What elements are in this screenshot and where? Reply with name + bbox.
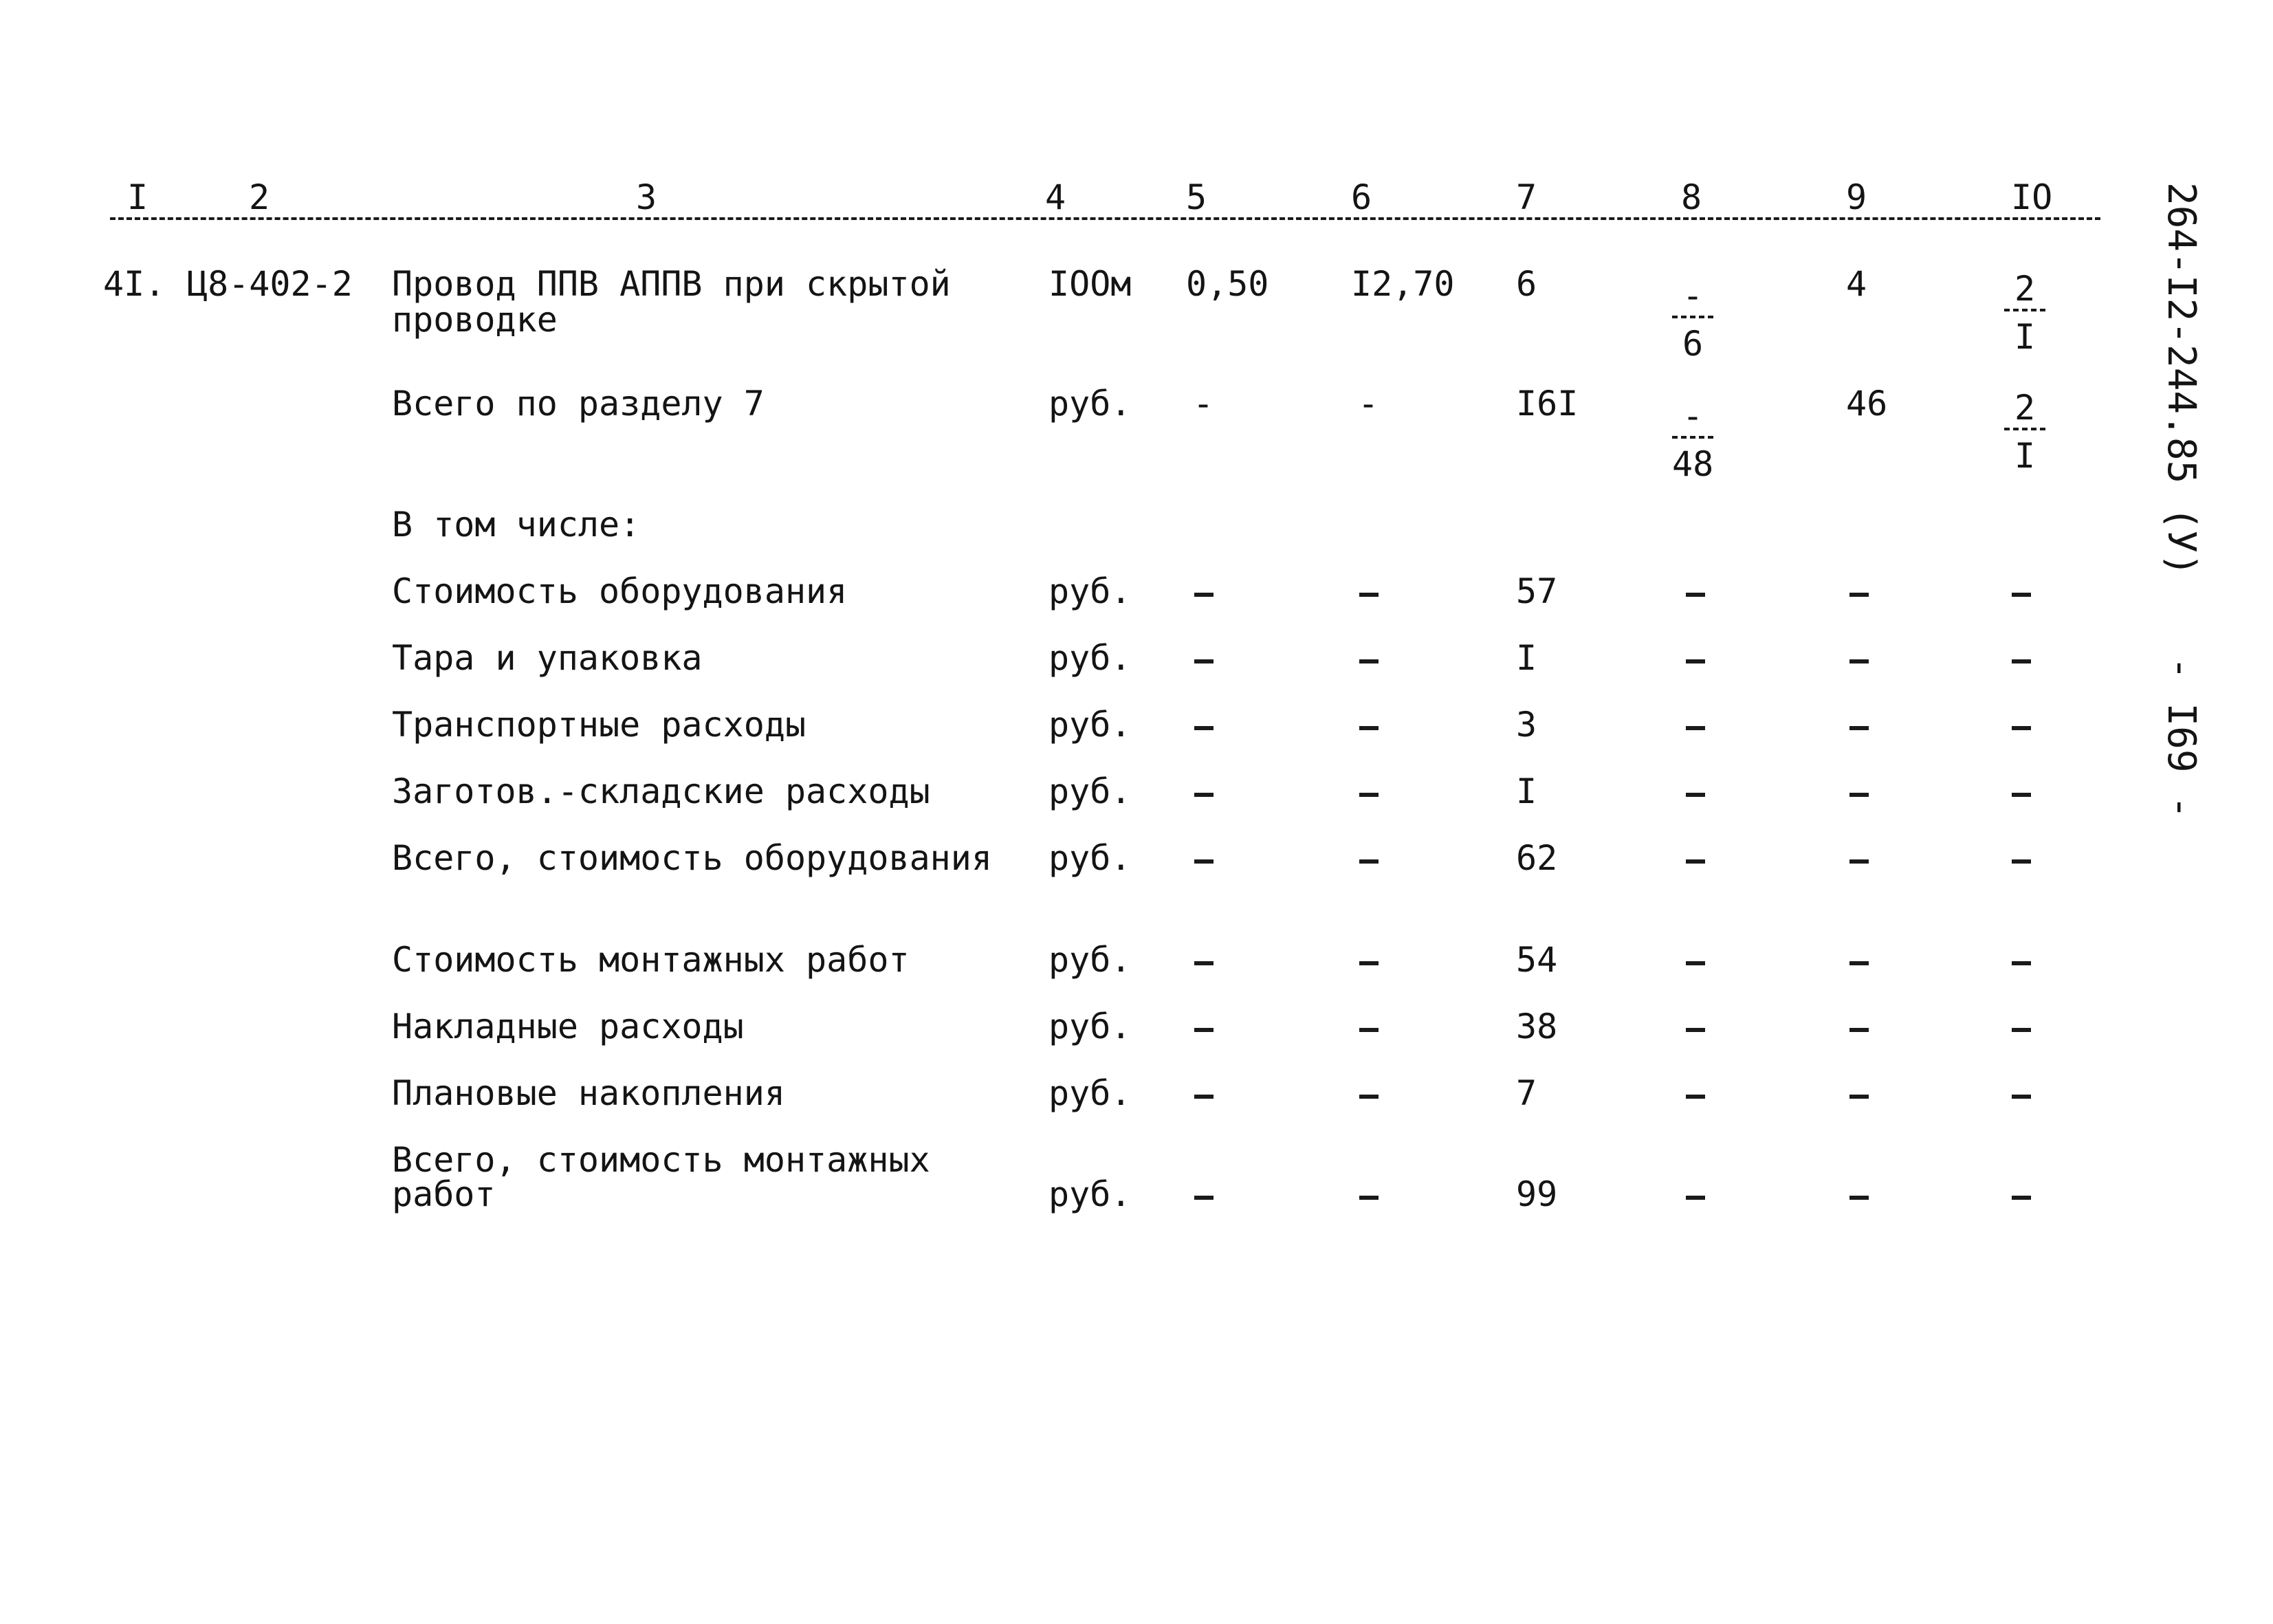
total-col10-top: 2 xyxy=(2004,391,2045,430)
final-name-line2: работ xyxy=(392,1174,496,1214)
final-col7: 99 xyxy=(1516,1174,1558,1214)
item-col7: 3 xyxy=(1516,705,1537,745)
including-label: В том числе: xyxy=(392,505,641,545)
row-col7: 6 xyxy=(1516,264,1537,304)
item-dash xyxy=(2012,961,2031,965)
item-name: Накладные расходы xyxy=(392,1007,744,1046)
item-dash xyxy=(1686,659,1705,663)
item-col7: 7 xyxy=(1516,1073,1537,1113)
item-unit: руб. xyxy=(1048,638,1132,678)
final-dash xyxy=(1849,1196,1869,1200)
item-dash xyxy=(1686,1095,1705,1099)
row-col10-top: 2 xyxy=(2004,272,2045,311)
col-header-6: 6 xyxy=(1351,177,1372,217)
row-col9: 4 xyxy=(1846,264,1867,304)
col-header-3: 3 xyxy=(636,177,657,217)
item-dash xyxy=(2012,593,2031,597)
item-col7: 38 xyxy=(1516,1007,1558,1046)
item-dash xyxy=(1686,726,1705,730)
col-header-9: 9 xyxy=(1846,177,1867,217)
item-col7: 54 xyxy=(1516,940,1558,980)
total-col8-bottom: 48 xyxy=(1672,444,1714,484)
total-col8-fraction xyxy=(1672,396,1714,484)
total-col9: 46 xyxy=(1846,384,1888,424)
final-dash xyxy=(2012,1196,2031,1200)
row-col8-fraction xyxy=(1672,276,1713,364)
item-dash xyxy=(1194,593,1214,597)
item-unit: руб. xyxy=(1048,771,1132,811)
item-name: Тара и упаковка xyxy=(392,638,703,678)
item-dash xyxy=(1849,1095,1869,1099)
final-dash xyxy=(1359,1196,1379,1200)
col-header-7: 7 xyxy=(1516,177,1537,217)
final-unit: руб. xyxy=(1048,1174,1132,1214)
item-dash xyxy=(1849,726,1869,730)
item-unit: руб. xyxy=(1048,571,1132,611)
row-col5: 0,50 xyxy=(1186,264,1269,304)
total-col8-top: - xyxy=(1672,399,1713,439)
item-col7: I xyxy=(1516,771,1537,811)
row-col8-top: - xyxy=(1672,278,1713,318)
row-col8-bottom: 6 xyxy=(1682,324,1704,364)
item-dash xyxy=(1686,793,1705,797)
item-unit: руб. xyxy=(1048,838,1132,878)
item-dash xyxy=(1359,961,1379,965)
item-dash xyxy=(1194,726,1214,730)
item-dash xyxy=(1849,961,1869,965)
item-dash xyxy=(2012,659,2031,663)
item-unit: руб. xyxy=(1048,1073,1132,1113)
item-dash xyxy=(1849,593,1869,597)
item-dash xyxy=(1849,1028,1869,1032)
page-number: - I69 - xyxy=(2159,657,2204,820)
item-dash xyxy=(2012,793,2031,797)
item-dash xyxy=(1194,859,1214,864)
item-dash xyxy=(2012,1095,2031,1099)
item-dash xyxy=(1686,1028,1705,1032)
row-code: Ц8-402-2 xyxy=(187,264,353,304)
item-dash xyxy=(1359,593,1379,597)
item-dash xyxy=(2012,859,2031,864)
total-col10-fraction xyxy=(2004,388,2045,476)
item-dash xyxy=(1194,793,1214,797)
row-unit: IOOм xyxy=(1048,264,1132,304)
item-dash xyxy=(1359,726,1379,730)
col-header-10: IO xyxy=(2011,177,2053,217)
row-col10-bottom: I xyxy=(2014,317,2036,357)
item-name: Стоимость монтажных работ xyxy=(392,940,910,980)
final-name-line1: Всего, стоимость монтажных xyxy=(392,1140,930,1180)
item-dash xyxy=(1849,859,1869,864)
final-dash xyxy=(1194,1196,1214,1200)
col-header-2: 2 xyxy=(249,177,270,217)
item-col7: 62 xyxy=(1516,838,1558,878)
item-dash xyxy=(1686,859,1705,864)
total-name: Всего по разделу 7 xyxy=(392,384,765,424)
item-dash xyxy=(1849,659,1869,663)
item-name: Транспортные расходы xyxy=(392,705,806,745)
total-col7: I6I xyxy=(1516,384,1579,424)
item-dash xyxy=(1194,1095,1214,1099)
item-col7: I xyxy=(1516,638,1537,678)
total-col6: - xyxy=(1358,384,1379,424)
row-col10-fraction xyxy=(2004,269,2045,357)
item-unit: руб. xyxy=(1048,940,1132,980)
row-name-line1: Провод ППВ АППВ при скрытой xyxy=(392,264,951,304)
item-dash xyxy=(2012,726,2031,730)
item-dash xyxy=(1686,593,1705,597)
item-dash xyxy=(2012,1028,2031,1032)
item-unit: руб. xyxy=(1048,1007,1132,1046)
item-dash xyxy=(1359,1095,1379,1099)
col-header-5: 5 xyxy=(1186,177,1207,217)
row-name-line2: проводке xyxy=(392,300,558,340)
item-name: Всего, стоимость оборудования xyxy=(392,838,992,878)
item-dash xyxy=(1194,659,1214,663)
item-dash xyxy=(1359,859,1379,864)
total-col5: - xyxy=(1193,384,1214,424)
row-number: 4I. xyxy=(103,264,166,304)
col-header-1: I xyxy=(127,177,149,217)
final-dash xyxy=(1686,1196,1705,1200)
item-dash xyxy=(1359,659,1379,663)
header-divider xyxy=(110,217,2100,220)
col-header-4: 4 xyxy=(1045,177,1066,217)
item-name: Заготов.-складские расходы xyxy=(392,771,930,811)
col-header-8: 8 xyxy=(1681,177,1702,217)
total-col10-bottom: I xyxy=(2014,436,2036,476)
item-dash xyxy=(1686,961,1705,965)
item-name: Плановые накопления xyxy=(392,1073,785,1113)
item-col7: 57 xyxy=(1516,571,1558,611)
item-dash xyxy=(1849,793,1869,797)
row-col6: I2,70 xyxy=(1351,264,1455,304)
item-unit: руб. xyxy=(1048,705,1132,745)
document-number: 264-I2-244.85 (У) xyxy=(2159,182,2204,577)
item-dash xyxy=(1194,1028,1214,1032)
item-name: Стоимость оборудования xyxy=(392,571,848,611)
item-dash xyxy=(1194,961,1214,965)
total-unit: руб. xyxy=(1048,384,1132,424)
item-dash xyxy=(1359,1028,1379,1032)
item-dash xyxy=(1359,793,1379,797)
